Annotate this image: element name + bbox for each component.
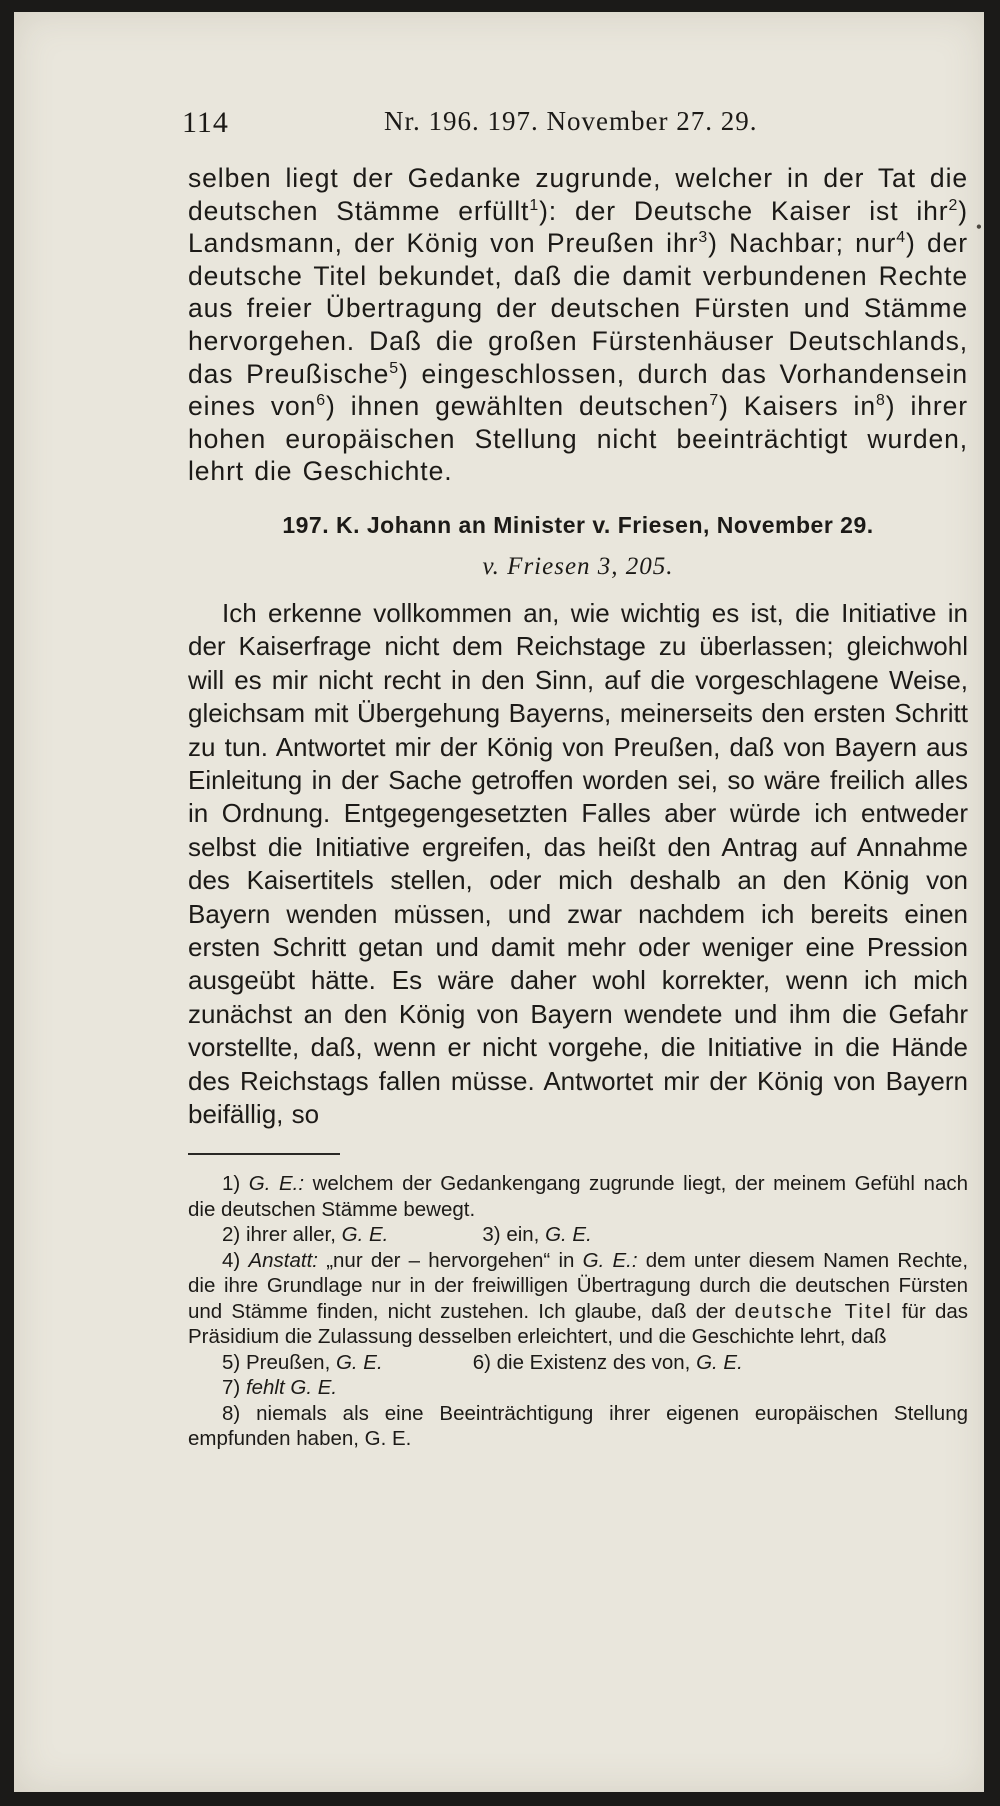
text-run: ) ihnen gewählten deutschen bbox=[326, 391, 710, 422]
footnote-source: G. E.: bbox=[582, 1248, 638, 1272]
footnote-text: ein, bbox=[506, 1223, 540, 1247]
footnote-number: 5) bbox=[222, 1350, 241, 1374]
footnote-number: 8) bbox=[222, 1401, 241, 1425]
footnote-number: 3) bbox=[482, 1223, 501, 1247]
footnote-quote: „nur der – hervorgehen“ in bbox=[326, 1248, 575, 1272]
footnote-4 bbox=[188, 1248, 968, 1350]
footnote-divider bbox=[188, 1153, 340, 1155]
document-heading: 197. K. Johann an Minister v. Friesen, November 29. bbox=[282, 511, 874, 538]
footnote-ref-3: 3 bbox=[698, 229, 709, 247]
book-page bbox=[14, 12, 984, 1792]
text-run: selben liegt der Gedanke zugrunde, welcher in der Tat die deutschen Stämme erfüllt bbox=[188, 163, 968, 226]
footnote-ref-2: 2 bbox=[948, 196, 959, 214]
footnotes bbox=[188, 1171, 968, 1452]
footnote-source: G. E. bbox=[696, 1350, 743, 1374]
footnote-2-3 bbox=[188, 1222, 968, 1248]
footnote-spaced-text: deutsche Titel bbox=[734, 1299, 893, 1323]
footnote-ref-7: 7 bbox=[709, 392, 720, 410]
footnote-1 bbox=[188, 1171, 968, 1222]
footnote-ref-6: 6 bbox=[316, 392, 327, 410]
footnote-text: ihrer aller, bbox=[245, 1223, 336, 1247]
footnote-ref-5: 5 bbox=[389, 359, 399, 377]
footnote-number: 6) bbox=[472, 1350, 491, 1374]
footnote-source: G. E. bbox=[341, 1223, 389, 1247]
doc-196-continuation-paragraph bbox=[188, 162, 968, 488]
page-number: 114 bbox=[182, 106, 229, 139]
document-text: Ich erkenne vollkommen an, wie wichtig es ist, die Initiative in der Kaiserfrage nicht dem Reichstage zu überlassen; gleichwohl will es mir nicht recht in den Sinn, auf die vorgeschlagene Weise, gleichsam mit Übergehung Bayerns, meinerseits den ersten Schritt zu tun. Antwortet mir der König von Preußen, daß von Bayern aus Einleitung in der Sache getroffen worden sei, so wäre freilich alles in Ordnung. Entgegengesetzten Falles aber würde ich entweder selbst die Initiative ergreifen, das heißt den Antrag auf Annahme des Kaisertitels stellen, oder mich deshalb an den König von Bayern wenden müssen, und zwar nachdem ich bereits einen ersten Schritt getan und damit mehr oder weniger eine Pression ausgeübt hätte. Es wäre daher wohl korrekter, wenn ich mich zunächst an den König von Bayern wendete und ihm die Gefahr vorstellte, daß, wenn er nicht vorgehe, die Initiative in die Hände des Reichstags fallen müsse. Antwortet mir der König von Bayern beifällig, so bbox=[188, 597, 968, 1130]
text-run: ): der Deutsche Kaiser ist ihr bbox=[539, 195, 949, 226]
page-header bbox=[174, 100, 974, 140]
footnote-text: Preußen, bbox=[245, 1350, 331, 1374]
margin-dot: • bbox=[975, 217, 982, 237]
footnote-text: die Existenz des von, bbox=[496, 1350, 691, 1374]
footnote-7 bbox=[188, 1375, 968, 1401]
footnote-text: fehlt G. E. bbox=[245, 1376, 338, 1400]
footnote-source: G. E. bbox=[335, 1350, 383, 1374]
text-run: ) ihrer hohen europäischen Stellung nicht beeinträchtigt wurden, lehrt die Geschichte. bbox=[188, 391, 968, 487]
footnote-text: welchem der Gedankengang zugrunde liegt, der meinem Gefühl nach die deutschen Stämme bewegt. bbox=[188, 1172, 968, 1221]
footnote-label: Anstatt: bbox=[248, 1248, 318, 1272]
text-run: ) Kaisers in bbox=[719, 391, 876, 422]
text-run: ) Landsmann, der König von Preußen ihr bbox=[188, 195, 968, 259]
footnote-number: 2) bbox=[222, 1223, 241, 1247]
text-run: ) Nachbar; nur bbox=[708, 228, 897, 259]
running-head: Nr. 196. 197. November 27. 29. bbox=[384, 106, 758, 136]
footnote-text: dem unter diesem Namen Rechte, die ihre Grundlage nur in der freiwilligen Übertragung durch die deutschen Fürsten und Stämme finden, nicht zustehen. Ich glaube, daß der bbox=[188, 1248, 969, 1323]
footnote-number: 4) bbox=[222, 1248, 241, 1272]
footnote-ref-4: 4 bbox=[896, 229, 906, 247]
text-run: ) eingeschlossen, durch das Vorhandensein eines von bbox=[188, 358, 968, 422]
footnote-number: 7) bbox=[222, 1376, 241, 1400]
footnote-text: für das Präsidium die Zulassung desselben erleichtert, und die Geschichte lehrt, daß bbox=[188, 1299, 969, 1349]
footnote-8 bbox=[188, 1401, 968, 1452]
footnote-source: G. E.: bbox=[248, 1172, 305, 1196]
page-body bbox=[188, 162, 968, 1452]
text-run: ) der deutsche Titel bekundet, daß die damit verbundenen Rechte aus freier Übertragung der deutschen Fürsten und Stämme hervorgehen. Daß die großen Fürstenhäuser Deutschlands, das Preußische bbox=[188, 228, 968, 389]
footnote-ref-8: 8 bbox=[875, 392, 886, 410]
footnote-5-6 bbox=[188, 1350, 968, 1376]
footnote-text: niemals als eine Beeinträchtigung ihrer eigenen europäischen Stellung empfunden haben, G. E. bbox=[188, 1401, 968, 1451]
footnote-source: G. E. bbox=[545, 1223, 592, 1247]
footnote-number: 1) bbox=[222, 1172, 241, 1196]
footnote-ref-1: 1 bbox=[529, 196, 540, 214]
document-source: v. Friesen 3, 205. bbox=[482, 552, 674, 580]
